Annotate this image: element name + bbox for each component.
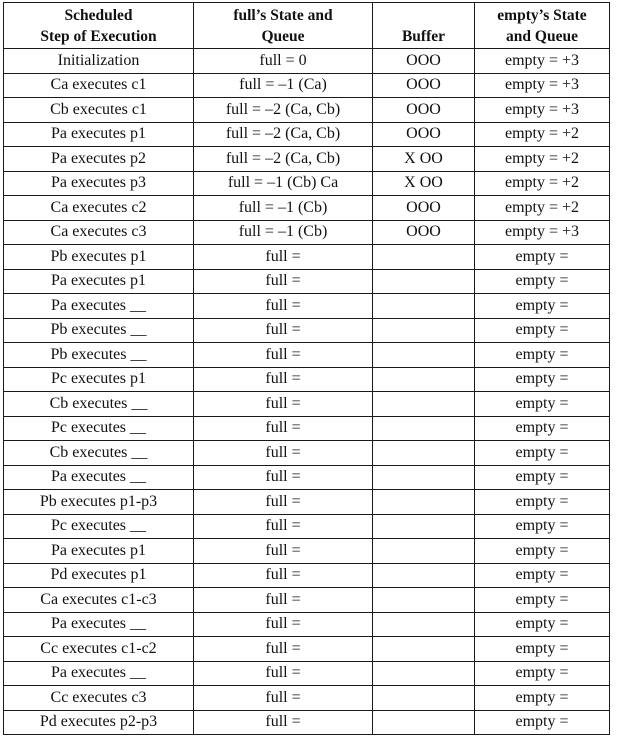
table-row bbox=[4, 318, 610, 343]
buffer-cell: OOO bbox=[373, 98, 475, 123]
buffer-cell bbox=[373, 539, 475, 564]
table-header bbox=[4, 3, 610, 49]
table-row bbox=[4, 147, 610, 172]
buffer-cell bbox=[373, 441, 475, 466]
full-state-cell: full = bbox=[194, 612, 373, 637]
empty-state-cell: empty = bbox=[475, 318, 610, 343]
step-cell: Pd executes p1 bbox=[4, 563, 194, 588]
step-cell: Cc executes c1-c2 bbox=[4, 637, 194, 662]
empty-state-cell: empty = +2 bbox=[475, 122, 610, 147]
step-cell: Pa executes __ bbox=[4, 465, 194, 490]
step-cell: Pb executes p1-p3 bbox=[4, 490, 194, 515]
empty-state-cell: empty = bbox=[475, 563, 610, 588]
empty-state-cell: empty = bbox=[475, 539, 610, 564]
full-state-cell: full = bbox=[194, 465, 373, 490]
buffer-cell: OOO bbox=[373, 73, 475, 98]
step-cell: Ca executes c3 bbox=[4, 220, 194, 245]
buffer-cell bbox=[373, 563, 475, 588]
step-cell: Initialization bbox=[4, 49, 194, 74]
empty-state-cell: empty = bbox=[475, 612, 610, 637]
empty-state-cell: empty = +2 bbox=[475, 147, 610, 172]
step-cell: Pa executes p3 bbox=[4, 171, 194, 196]
full-state-cell: full = bbox=[194, 661, 373, 686]
step-cell: Cc executes c3 bbox=[4, 686, 194, 711]
empty-state-cell: empty = bbox=[475, 269, 610, 294]
full-state-cell: full = bbox=[194, 269, 373, 294]
step-cell: Ca executes c2 bbox=[4, 196, 194, 221]
buffer-cell bbox=[373, 367, 475, 392]
step-cell: Pa executes __ bbox=[4, 661, 194, 686]
buffer-cell bbox=[373, 269, 475, 294]
table-row bbox=[4, 588, 610, 613]
table-row bbox=[4, 392, 610, 417]
buffer-cell: X OO bbox=[373, 147, 475, 172]
empty-state-cell: empty = bbox=[475, 710, 610, 735]
table-row bbox=[4, 686, 610, 711]
full-state-cell: full = bbox=[194, 367, 373, 392]
buffer-cell bbox=[373, 588, 475, 613]
full-state-cell: full = 0 bbox=[194, 49, 373, 74]
buffer-cell bbox=[373, 637, 475, 662]
empty-state-cell: empty = bbox=[475, 661, 610, 686]
empty-state-cell: empty = +2 bbox=[475, 196, 610, 221]
empty-state-cell: empty = +3 bbox=[475, 220, 610, 245]
empty-state-cell: empty = bbox=[475, 686, 610, 711]
full-state-cell: full = –2 (Ca, Cb) bbox=[194, 147, 373, 172]
empty-state-cell: empty = bbox=[475, 343, 610, 368]
step-cell: Pc executes __ bbox=[4, 514, 194, 539]
empty-state-cell: empty = +3 bbox=[475, 73, 610, 98]
buffer-cell bbox=[373, 612, 475, 637]
step-cell: Ca executes c1-c3 bbox=[4, 588, 194, 613]
buffer-cell bbox=[373, 318, 475, 343]
buffer-cell: OOO bbox=[373, 220, 475, 245]
empty-state-cell: empty = bbox=[475, 367, 610, 392]
empty-state-cell: empty = bbox=[475, 490, 610, 515]
table-row bbox=[4, 490, 610, 515]
table-row bbox=[4, 539, 610, 564]
table-row bbox=[4, 49, 610, 74]
buffer-cell: OOO bbox=[373, 49, 475, 74]
empty-state-cell: empty = bbox=[475, 588, 610, 613]
empty-state-cell: empty = bbox=[475, 416, 610, 441]
semaphore-trace-table bbox=[3, 2, 610, 735]
buffer-cell bbox=[373, 490, 475, 515]
step-cell: Pd executes p2-p3 bbox=[4, 710, 194, 735]
buffer-cell: OOO bbox=[373, 196, 475, 221]
full-state-cell: full = –1 (Ca) bbox=[194, 73, 373, 98]
header-step: Scheduled Step of Execution bbox=[4, 3, 194, 49]
empty-state-cell: empty = bbox=[475, 465, 610, 490]
step-cell: Ca executes c1 bbox=[4, 73, 194, 98]
full-state-cell: full = bbox=[194, 637, 373, 662]
full-state-cell: full = –1 (Cb) Ca bbox=[194, 171, 373, 196]
buffer-cell bbox=[373, 661, 475, 686]
table-row bbox=[4, 441, 610, 466]
table-row bbox=[4, 416, 610, 441]
buffer-cell bbox=[373, 465, 475, 490]
buffer-cell: OOO bbox=[373, 122, 475, 147]
table-row bbox=[4, 661, 610, 686]
step-cell: Cb executes c1 bbox=[4, 98, 194, 123]
step-cell: Pa executes p1 bbox=[4, 539, 194, 564]
table-row bbox=[4, 122, 610, 147]
step-cell: Pc executes p1 bbox=[4, 367, 194, 392]
table-row bbox=[4, 343, 610, 368]
buffer-cell bbox=[373, 514, 475, 539]
full-state-cell: full = bbox=[194, 539, 373, 564]
full-state-cell: full = –1 (Cb) bbox=[194, 196, 373, 221]
table-row bbox=[4, 196, 610, 221]
table-row bbox=[4, 367, 610, 392]
empty-state-cell: empty = +3 bbox=[475, 98, 610, 123]
table-row bbox=[4, 73, 610, 98]
full-state-cell: full = bbox=[194, 343, 373, 368]
table-row bbox=[4, 465, 610, 490]
empty-state-cell: empty = bbox=[475, 294, 610, 319]
table-row bbox=[4, 563, 610, 588]
buffer-cell bbox=[373, 392, 475, 417]
header-full-state: full’s State and Queue bbox=[194, 3, 373, 49]
full-state-cell: full = bbox=[194, 563, 373, 588]
table-row bbox=[4, 710, 610, 735]
full-state-cell: full = bbox=[194, 514, 373, 539]
full-state-cell: full = bbox=[194, 441, 373, 466]
header-row bbox=[4, 3, 610, 49]
table-row bbox=[4, 514, 610, 539]
buffer-cell bbox=[373, 294, 475, 319]
table-body bbox=[4, 49, 610, 735]
buffer-cell: X OO bbox=[373, 171, 475, 196]
full-state-cell: full = bbox=[194, 710, 373, 735]
full-state-cell: full = bbox=[194, 245, 373, 270]
step-cell: Pb executes __ bbox=[4, 318, 194, 343]
buffer-cell bbox=[373, 416, 475, 441]
buffer-cell bbox=[373, 245, 475, 270]
empty-state-cell: empty = bbox=[475, 441, 610, 466]
table-row bbox=[4, 98, 610, 123]
buffer-cell bbox=[373, 343, 475, 368]
empty-state-cell: empty = bbox=[475, 514, 610, 539]
table-row bbox=[4, 269, 610, 294]
step-cell: Pc executes __ bbox=[4, 416, 194, 441]
step-cell: Pa executes p1 bbox=[4, 122, 194, 147]
full-state-cell: full = bbox=[194, 392, 373, 417]
empty-state-cell: empty = bbox=[475, 637, 610, 662]
header-empty-state: empty’s State and Queue bbox=[475, 3, 610, 49]
full-state-cell: full = bbox=[194, 490, 373, 515]
full-state-cell: full = bbox=[194, 588, 373, 613]
table-row bbox=[4, 294, 610, 319]
table-row bbox=[4, 637, 610, 662]
header-buffer: Buffer bbox=[373, 3, 475, 49]
empty-state-cell: empty = bbox=[475, 392, 610, 417]
full-state-cell: full = bbox=[194, 294, 373, 319]
buffer-cell bbox=[373, 710, 475, 735]
table-row bbox=[4, 220, 610, 245]
semaphore-trace-table-container bbox=[3, 2, 609, 735]
full-state-cell: full = –1 (Cb) bbox=[194, 220, 373, 245]
step-cell: Pb executes __ bbox=[4, 343, 194, 368]
buffer-cell bbox=[373, 686, 475, 711]
step-cell: Pa executes __ bbox=[4, 612, 194, 637]
full-state-cell: full = –2 (Ca, Cb) bbox=[194, 122, 373, 147]
empty-state-cell: empty = +2 bbox=[475, 171, 610, 196]
step-cell: Pa executes p2 bbox=[4, 147, 194, 172]
step-cell: Pa executes p1 bbox=[4, 269, 194, 294]
full-state-cell: full = bbox=[194, 686, 373, 711]
table-row bbox=[4, 245, 610, 270]
step-cell: Cb executes __ bbox=[4, 392, 194, 417]
step-cell: Cb executes __ bbox=[4, 441, 194, 466]
full-state-cell: full = –2 (Ca, Cb) bbox=[194, 98, 373, 123]
step-cell: Pb executes p1 bbox=[4, 245, 194, 270]
table-row bbox=[4, 171, 610, 196]
empty-state-cell: empty = +3 bbox=[475, 49, 610, 74]
full-state-cell: full = bbox=[194, 416, 373, 441]
full-state-cell: full = bbox=[194, 318, 373, 343]
table-row bbox=[4, 612, 610, 637]
step-cell: Pa executes __ bbox=[4, 294, 194, 319]
empty-state-cell: empty = bbox=[475, 245, 610, 270]
